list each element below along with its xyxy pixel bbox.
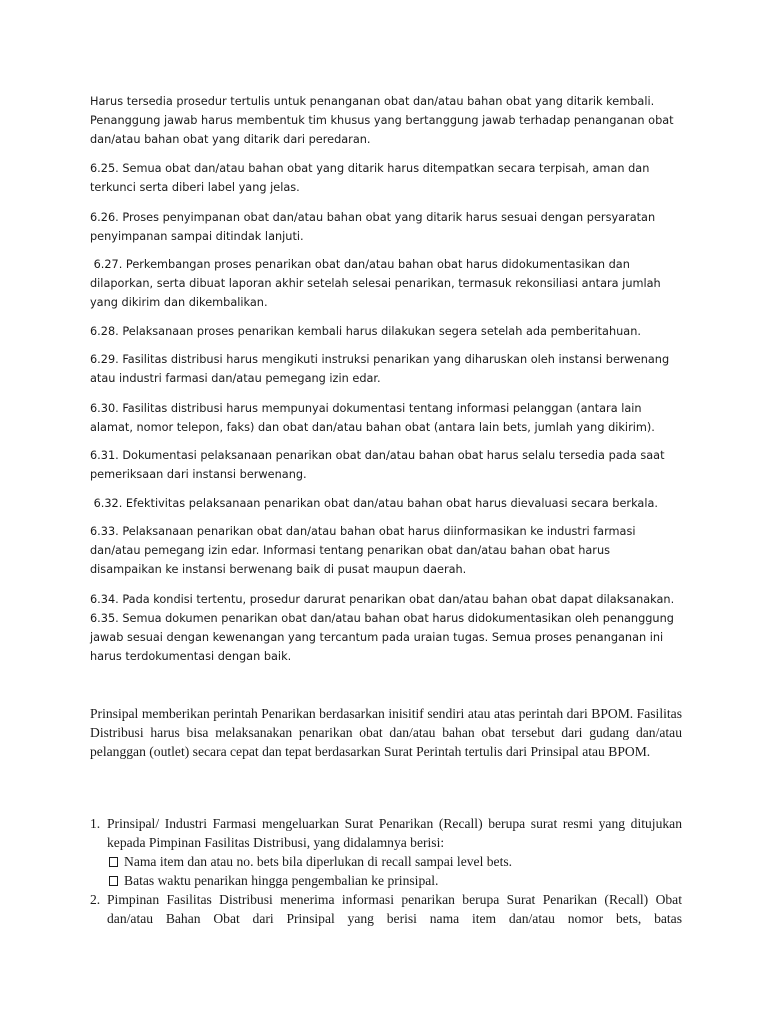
paragraph-intro-procedure: Harus tersedia prosedur tertulis untuk penanganan obat dan/atau bahan obat yang ditarik kembali. Penanggung jawab harus membentuk tim khusus yang bertanggung jawab terhadap penanganan obat dan/atau bahan obat yang ditarik dari peredaran. [90, 95, 674, 146]
checkbox-icon [109, 857, 118, 867]
paragraph-6-27: 6.27. Perkembangan proses penarikan obat dan/atau bahan obat harus didokumentasikan dan dilaporkan, serta dibuat laporan akhir setelah selesai penarikan, termasuk rekonsiliasi antara jumlah yang dikirim dan dikembalikan. [90, 258, 665, 309]
paragraph-6-31: 6.31. Dokumentasi pelaksanaan penarikan obat dan/atau bahan obat harus selalu tersedia pada saat pemeriksaan dari instansi berwenang. [90, 449, 665, 481]
paragraph-6-28: 6.28. Pelaksanaan proses penarikan kembali harus dilakukan segera setelah ada pemberitahuan. [90, 325, 641, 338]
sub-item-text: Nama item dan atau no. bets bila diperlukan di recall sampai level bets. [124, 854, 513, 869]
list-item-text: Prinsipal/ Industri Farmasi mengeluarkan Surat Penarikan (Recall) berupa surat resmi yang ditujukan kepada Pimpinan Fasilitas Distribusi, yang didalamnya berisi: [107, 816, 682, 850]
list-number: 1. [90, 816, 101, 831]
paragraph-6-26: 6.26. Proses penyimpanan obat dan/atau bahan obat yang ditarik harus sesuai dengan persyaratan penyimpanan sampai ditindak lanjuti. [90, 211, 656, 243]
sub-item [107, 852, 682, 871]
list-item-text: Pimpinan Fasilitas Distribusi menerima informasi penarikan berupa Surat Penarikan (Recall) Obat dan/atau Bahan Obat dari Prinsipal yang berisi nama item dan/atau nomor bets, batas [107, 892, 682, 926]
list-number: 2. [90, 892, 101, 907]
paragraph-6-29: 6.29. Fasilitas distribusi harus mengikuti instruksi penarikan yang diharuskan oleh instansi berwenang atau industri farmasi dan/atau pemegang izin edar. [90, 353, 670, 385]
paragraph-6-30: 6.30. Fasilitas distribusi harus mempunyai dokumentasi tentang informasi pelanggan (antara lain alamat, nomor telepon, faks) dan obat dan/atau bahan obat (antara lain bets, jumlah yang dikirim). [90, 402, 655, 434]
paragraph-6-33: 6.33. Pelaksanaan penarikan obat dan/atau bahan obat harus diinformasikan ke industri farmasi dan/atau pemegang izin edar. Informasi tentang penarikan obat dan/atau bahan obat harus disampaikan ke instansi berwenang baik di pusat maupun daerah. [90, 525, 636, 576]
sub-item-text: Batas waktu penarikan hingga pengembalian ke prinsipal. [124, 873, 439, 888]
paragraph-6-25: 6.25. Semua obat dan/atau bahan obat yang ditarik harus ditempatkan secara terpisah, aman dan terkunci serta diberi label yang jelas. [90, 162, 650, 194]
checkbox-icon [109, 876, 118, 886]
paragraph-6-34-6-35: 6.34. Pada kondisi tertentu, prosedur darurat penarikan obat dan/atau bahan obat dapat dilaksanakan. 6.35. Semua dokumen penarikan obat dan/atau bahan obat harus didokumentasikan oleh penanggung jawab sesuai dengan kewenangan yang tercantum pada uraian tugas. Semua proses penanganan ini harus terdokumentasi dengan baik. [90, 593, 675, 663]
sub-item [107, 871, 682, 890]
recall-steps-list [90, 814, 682, 928]
list-item [90, 814, 682, 890]
paragraph-principal-recall: Prinsipal memberikan perintah Penarikan berdasarkan inisitif sendiri atau atas perintah dari BPOM. Fasilitas Distribusi harus bisa melaksanakan penarikan obat dan/atau bahan obat tersebut dari gudang dan/atau pelanggan (outlet) secara cepat dan tepat berdasarkan Surat Perintah tertulis dari Prinsipal atau BPOM. [90, 706, 682, 759]
list-item [90, 890, 682, 928]
paragraph-6-32: 6.32. Efektivitas pelaksanaan penarikan obat dan/atau bahan obat harus dievaluasi secara berkala. [90, 497, 658, 510]
